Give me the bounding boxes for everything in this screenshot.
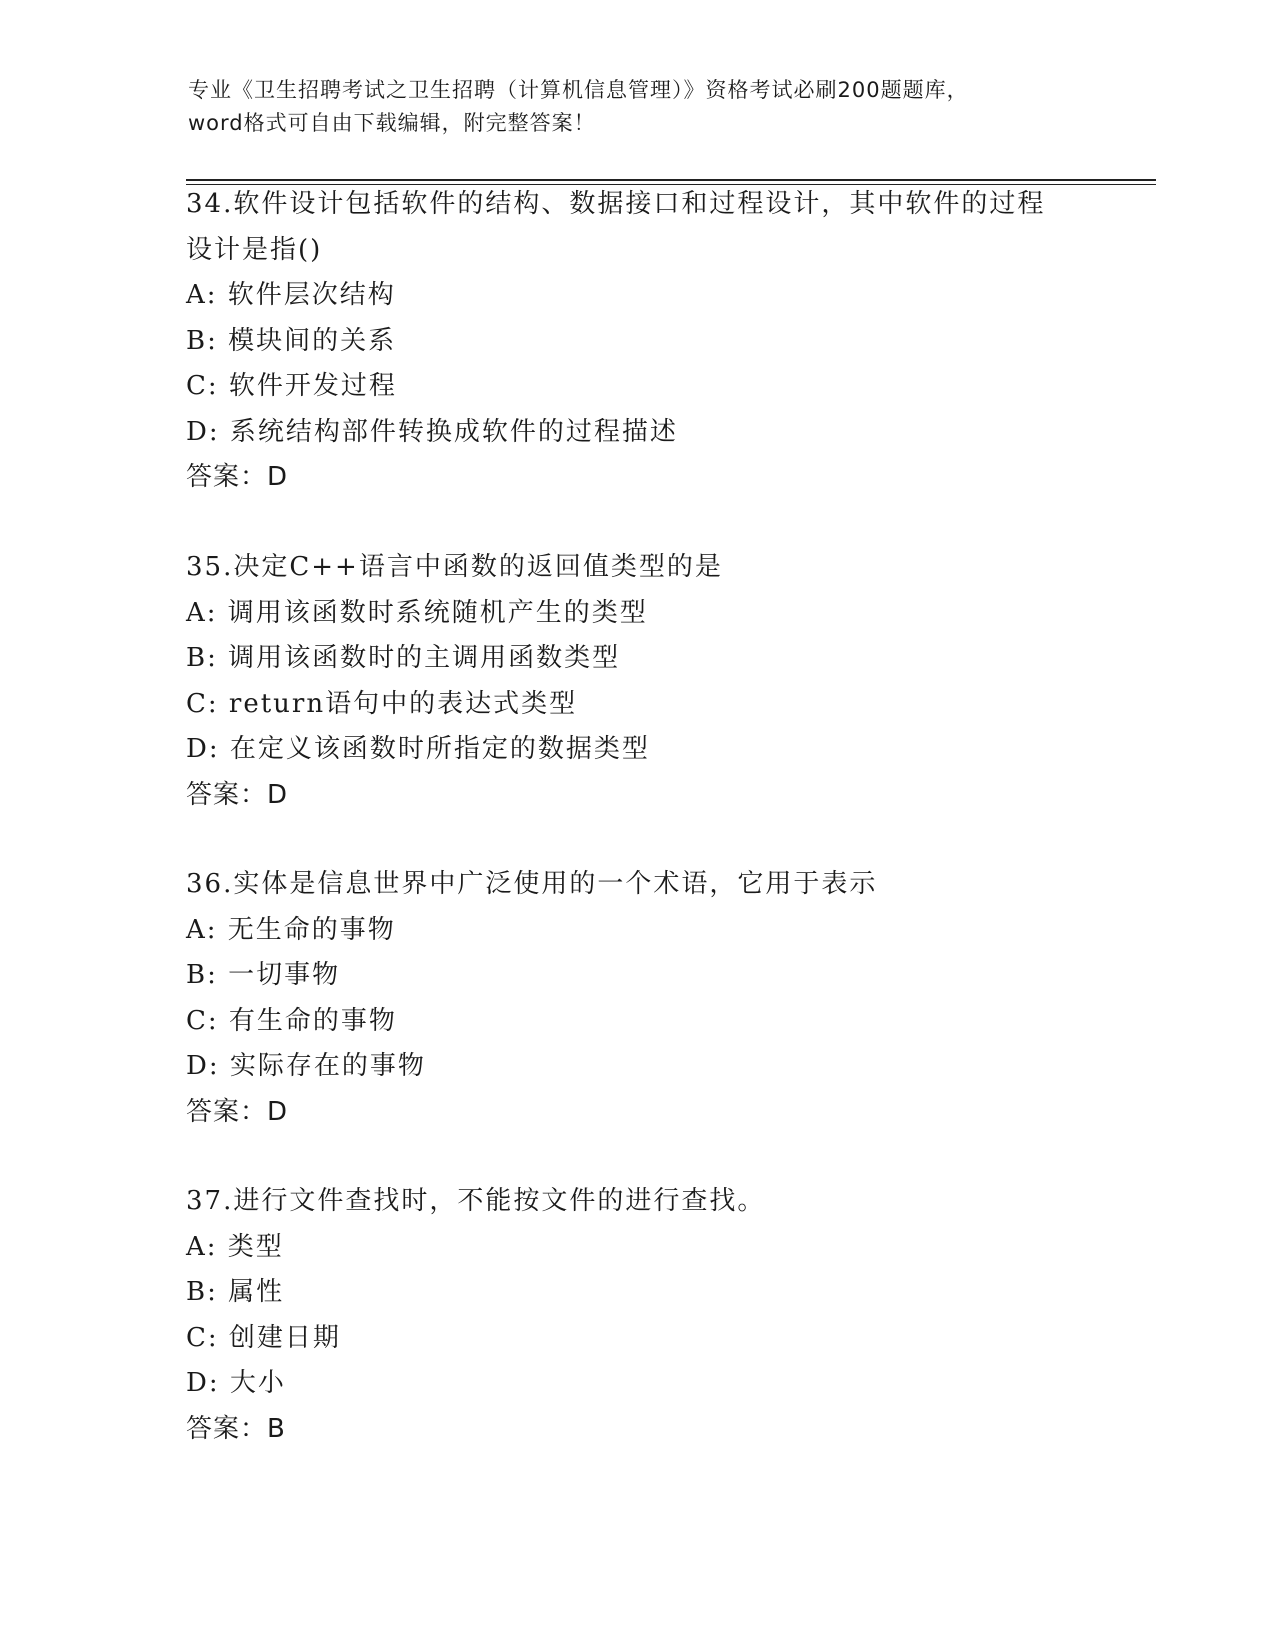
option-c: C: return语句中的表达式类型 [186, 688, 578, 719]
option-b: B: 模块间的关系 [186, 325, 397, 356]
answer: 答案：D [186, 779, 289, 810]
question-stem: 36.实体是信息世界中广泛使用的一个术语，它用于表示 [186, 869, 878, 899]
option-c: C: 创建日期 [186, 1322, 341, 1353]
option-a: A: 无生命的事物 [186, 914, 396, 945]
question-stem: 37.进行文件查找时，不能按文件的进行查找。 [186, 1186, 766, 1216]
answer: 答案：D [186, 462, 289, 492]
option-c: C: 有生命的事物 [186, 1005, 397, 1036]
document-header [188, 74, 1088, 140]
question-stem: 35.决定C++语言中函数的返回值类型的是 [186, 552, 723, 582]
option-a: A: 类型 [186, 1231, 284, 1262]
option-a: A: 软件层次结构 [186, 280, 396, 310]
header-divider-thick [186, 179, 1156, 181]
option-a: A: 调用该函数时系统随机产生的类型 [186, 597, 648, 628]
option-b: B: 一切事物 [186, 960, 341, 990]
option-d: D: 大小 [186, 1368, 286, 1398]
question-stem-continued: 设计是指() [186, 234, 323, 265]
question-37 [186, 1179, 1086, 1452]
option-d: D: 系统结构部件转换成软件的过程描述 [186, 416, 678, 447]
option-d: D: 在定义该函数时所指定的数据类型 [186, 734, 650, 764]
answer: 答案：B [186, 1413, 286, 1444]
option-b: B: 调用该函数时的主调用函数类型 [186, 643, 621, 673]
question-35 [186, 545, 1086, 818]
header-line-2: word格式可自由下载编辑，附完整答案！ [188, 111, 596, 135]
answer: 答案：D [186, 1096, 289, 1127]
option-c: C: 软件开发过程 [186, 371, 397, 401]
question-34 [186, 182, 1086, 501]
question-stem: 34.软件设计包括软件的结构、数据接口和过程设计，其中软件的过程 [186, 189, 1046, 219]
option-d: D: 实际存在的事物 [186, 1051, 426, 1081]
option-b: B: 属性 [186, 1277, 285, 1307]
question-36 [186, 862, 1086, 1135]
header-line-1: 专业《卫生招聘考试之卫生招聘（计算机信息管理）》资格考试必刷200题题库， [188, 78, 969, 102]
